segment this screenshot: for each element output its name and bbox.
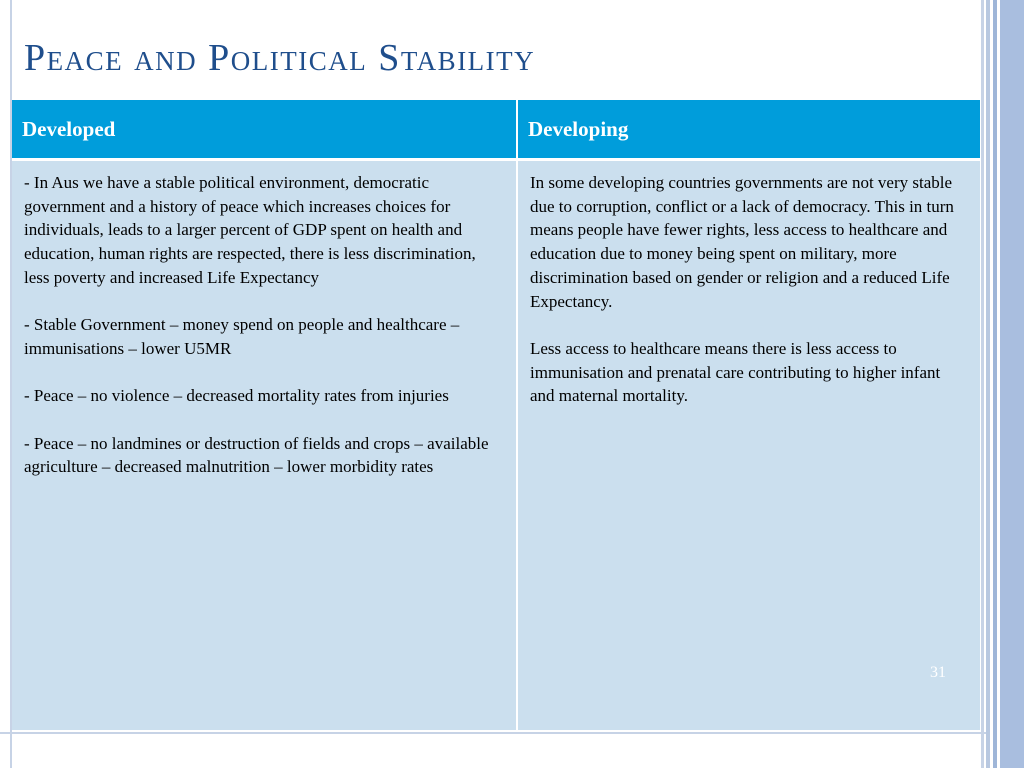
developing-paragraph: Less access to healthcare means there is less access to immunisation and prenatal care contributing to higher infant and maternal mortality.	[530, 338, 941, 406]
header-developed: Developed	[12, 100, 517, 160]
decorative-side-band	[986, 0, 1024, 768]
developed-cell	[12, 160, 517, 731]
page-number: 31	[930, 664, 946, 681]
developing-paragraph: In some developing countries governments are not very stable due to corruption, conflict or a lack of democracy. This in turn means people have fewer rights, less access to healthcare and education due to money being spent on military, more discrimination based on gender or religion and a reduced Life Expectancy.	[530, 173, 954, 311]
slide-frame-bottom	[0, 732, 986, 734]
comparison-table	[12, 100, 980, 730]
developed-paragraph: - Peace – no violence – decreased mortality rates from injuries	[24, 386, 449, 406]
slide-frame-right	[981, 0, 984, 768]
slide-title: Peace and Political Stability	[24, 37, 536, 79]
header-developing: Developing	[517, 100, 980, 160]
developed-paragraph: - In Aus we have a stable political environment, democratic government and a history of peace which increases choices for individuals, leads to a larger percent of GDP spent on health and education, human rights are respected, there is less discrimination, less poverty and increased Life Expectancy	[24, 173, 476, 287]
developed-paragraph: - Peace – no landmines or destruction of fields and crops – available agriculture – decreased malnutrition – lower morbidity rates	[24, 433, 489, 477]
developed-paragraph: - Stable Government – money spend on people and healthcare – immunisations – lower U5MR	[24, 315, 460, 358]
developing-cell	[517, 160, 980, 731]
table-row	[12, 160, 980, 731]
table-header-row	[12, 100, 980, 160]
